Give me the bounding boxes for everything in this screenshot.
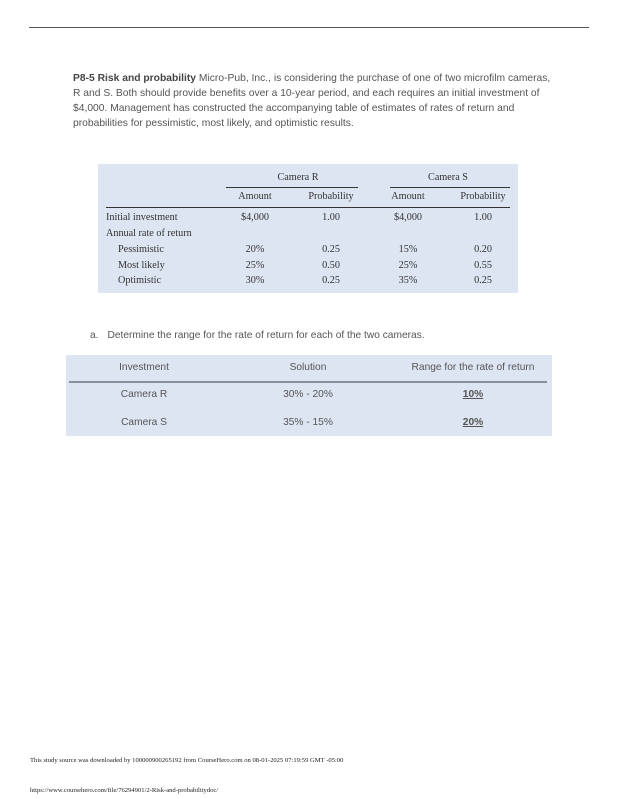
header-rule	[106, 207, 510, 208]
group-rule-s	[390, 187, 510, 188]
download-note: This study source was downloaded by 100000900265192 from CourseHero.com on 08-01-2025 07:19:59 GMT -05:00	[30, 757, 344, 764]
cell-probability-s: 0.20	[474, 244, 492, 255]
row-range-answer: 20%	[462, 417, 484, 428]
cell-probability-r: 0.25	[322, 244, 340, 255]
cell-probability-s: 0.55	[474, 260, 492, 271]
problem-statement	[73, 71, 551, 131]
solution-table	[66, 355, 552, 436]
cell-amount-s: 35%	[398, 275, 418, 286]
row-label-optimistic: Optimistic	[118, 275, 162, 286]
sub-header-amount-r: Amount	[238, 191, 272, 202]
cell-amount-r: 30%	[245, 275, 265, 286]
problem-text: Micro-Pub, Inc., is considering the purchase of one of two microfilm cameras, R and S. Both should provide benefits over a 10-year period, and each requires an initial investment of $4,000. Management has constructed the accompanying table of estimates of rates of return and probabilities for pessimistic, most likely, and optimistic results.	[73, 73, 551, 129]
top-divider	[29, 27, 589, 28]
question-text: Determine the range for the rate of return for each of the two cameras.	[107, 330, 425, 341]
question-a	[90, 330, 425, 341]
row-solution: 35% - 15%	[283, 417, 333, 428]
row-label-annual-rate: Annual rate of return	[106, 228, 192, 239]
row-range-answer: 10%	[462, 389, 484, 400]
group-rule-r	[226, 187, 358, 188]
sub-header-probability-s: Probability	[460, 191, 506, 202]
cell-amount-r: 20%	[245, 244, 265, 255]
cell-probability-s: 1.00	[474, 212, 492, 223]
row-label-most-likely: Most likely	[118, 260, 165, 271]
source-url[interactable]: https://www.coursehero.com/file/76294901/2-Risk-and-probabilitydoc/	[30, 787, 219, 794]
cell-amount-r: $4,000	[240, 212, 269, 223]
cell-amount-r: 25%	[245, 260, 265, 271]
cell-probability-s: 0.25	[474, 275, 492, 286]
cell-probability-r: 0.50	[322, 260, 340, 271]
group-header-camera-r: Camera R	[277, 172, 319, 183]
sub-header-amount-s: Amount	[391, 191, 425, 202]
header-solution: Solution	[289, 362, 327, 373]
sub-header-probability-r: Probability	[308, 191, 354, 202]
header-range: Range for the rate of return	[411, 362, 535, 373]
row-label-initial-investment: Initial investment	[106, 212, 178, 223]
cell-amount-s: 15%	[398, 244, 418, 255]
group-header-camera-s: Camera S	[428, 172, 468, 183]
row-investment: Camera S	[121, 417, 167, 428]
cell-amount-s: $4,000	[393, 212, 422, 223]
row-label-pessimistic: Pessimistic	[118, 244, 164, 255]
row-investment: Camera R	[120, 389, 168, 400]
question-letter: a.	[90, 330, 99, 341]
row-solution: 30% - 20%	[283, 389, 333, 400]
cell-probability-r: 1.00	[322, 212, 340, 223]
header-divider	[69, 381, 547, 383]
estimates-table	[98, 164, 518, 293]
cell-probability-r: 0.25	[322, 275, 340, 286]
cell-amount-s: 25%	[398, 260, 418, 271]
header-investment: Investment	[119, 362, 169, 373]
problem-heading: P8-5 Risk and probability	[73, 73, 197, 84]
